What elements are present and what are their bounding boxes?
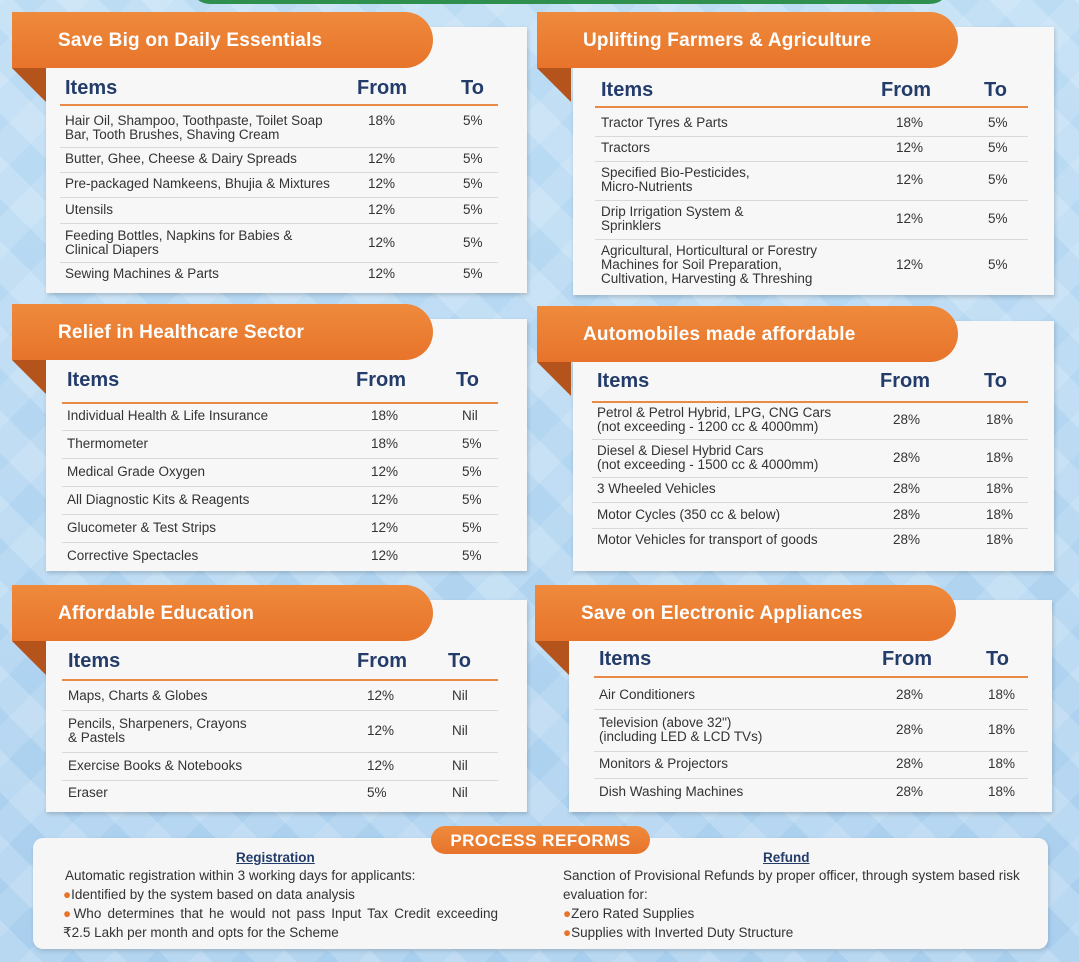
row-separator [595,136,1028,137]
table-row-to: 18% [986,481,1014,496]
table-row-to: 5% [463,266,483,281]
table-row-to: Nil [452,785,468,800]
column-header-from: From [357,650,407,672]
table-row-item: Eraser [68,785,108,800]
table-row-from: 18% [368,113,396,128]
row-separator [592,528,1028,529]
table-row-to: Nil [452,723,468,738]
table-row-to: 18% [988,687,1016,702]
table-row-to: 18% [988,756,1016,771]
table-row-from: 12% [367,723,395,738]
table-row-from: 28% [896,687,924,702]
refund-title: Refund [763,850,810,865]
row-separator [594,709,1028,710]
table-row-to: 5% [463,176,483,191]
row-separator [62,542,498,543]
registration-bullet-2: ●Who determines that he would not pass Input Tax Credit exceeding ₹2.5 Lakh per month and opts for the Scheme [63,906,498,940]
table-row-item: Monitors & Projectors [599,756,729,771]
table-row-to: 5% [462,436,482,451]
column-header-to: To [456,369,479,391]
table-row-from: 28% [893,532,921,547]
table-row-to: Nil [462,408,478,423]
table-row-item: Agricultural, Horticultural or Forestry Machines for Soil Preparation, Cultivation, Harvesting & Threshing [601,243,818,286]
table-row-from: 28% [893,412,921,427]
table-row-to: 5% [463,113,483,128]
column-header-items: Items [597,370,650,392]
table-row-item: Air Conditioners [599,687,696,702]
header-divider [594,676,1028,678]
row-separator [592,502,1028,503]
bullet-dot-icon: ● [63,887,72,902]
banner-fold [537,68,571,102]
table-row-item: Corrective Spectacles [67,548,199,563]
row-separator [62,710,498,711]
row-separator [62,458,498,459]
table-row-item: 3 Wheeled Vehicles [597,481,716,496]
refund-bullet-2: ●Supplies with Inverted Duty Structure [563,925,794,940]
top-green-bar [190,0,950,4]
row-separator [60,262,498,263]
table-row-to: 5% [463,151,483,166]
column-header-items: Items [601,79,654,101]
table-row-from: 12% [368,235,396,250]
table-row-from: 12% [367,688,395,703]
table-row-item: Feeding Bottles, Napkins for Babies & Clinical Diapers [65,228,293,257]
table-row-from: 28% [893,481,921,496]
table-row-to: 5% [988,115,1008,130]
table-row-to: 18% [986,532,1014,547]
column-header-to: To [984,79,1007,101]
table-row-item: Motor Vehicles for transport of goods [597,532,818,547]
table-row-item: All Diagnostic Kits & Reagents [67,492,250,507]
table-row-from: 18% [371,408,399,423]
table-row-item: Individual Health & Life Insurance [67,408,269,423]
table-row-item: Pencils, Sharpeners, Crayons & Pastels [68,716,247,745]
table-row-from: 12% [367,758,395,773]
table-row-to: Nil [452,758,468,773]
bullet-dot-icon: ● [563,925,572,940]
table-row-from: 12% [368,176,396,191]
column-header-to: To [448,650,471,672]
column-header-to: To [986,648,1009,670]
table-row-to: 5% [462,520,482,535]
table-row-from: 28% [893,507,921,522]
table-row-from: 28% [893,450,921,465]
bullet-dot-icon: ● [63,906,74,921]
row-separator [595,200,1028,201]
table-row-item: Tractor Tyres & Parts [601,115,728,130]
table-row-item: Medical Grade Oxygen [67,464,206,479]
row-separator [60,172,498,173]
row-separator [62,430,498,431]
table-row-from: 12% [368,202,396,217]
table-row-item: Utensils [65,202,114,217]
banner-fold [535,641,569,675]
header-divider [60,104,498,106]
table-row-from: 28% [896,756,924,771]
table-row-item: Pre-packaged Namkeens, Bhujia & Mixtures [65,176,330,191]
column-header-to: To [461,77,484,99]
registration-title: Registration [236,850,315,865]
column-header-items: Items [68,650,121,672]
row-separator [62,514,498,515]
section-title: Save on Electronic Appliances [535,585,956,641]
table-row-item: Television (above 32") (including LED & LCD TVs) [599,715,763,744]
column-header-from: From [357,77,407,99]
table-row-from: 12% [371,548,399,563]
row-separator [62,486,498,487]
row-separator [60,147,498,148]
row-separator [594,751,1028,752]
table-row-item: Tractors [601,140,651,155]
process-reforms-title: PROCESS REFORMS [431,826,650,854]
table-row-from: 28% [896,722,924,737]
table-row-from: 12% [368,266,396,281]
header-divider [595,106,1028,108]
table-row-to: 5% [988,172,1008,187]
column-header-items: Items [599,648,652,670]
table-row-item: Maps, Charts & Globes [68,688,208,703]
table-row-from: 12% [896,257,924,272]
table-row-item: Butter, Ghee, Cheese & Dairy Spreads [65,151,297,166]
table-row-item: Glucometer & Test Strips [67,520,217,535]
column-header-items: Items [67,369,120,391]
table-row-to: 18% [986,412,1014,427]
header-divider [62,402,498,404]
table-row-to: 5% [988,211,1008,226]
table-row-to: 5% [988,140,1008,155]
banner-fold [12,641,46,675]
row-separator [592,477,1028,478]
table-row-from: 12% [896,211,924,226]
table-row-item: Dish Washing Machines [599,784,744,799]
table-row-to: 5% [988,257,1008,272]
table-row-item: Motor Cycles (350 cc & below) [597,507,781,522]
table-row-from: 12% [371,464,399,479]
banner-fold [537,362,571,396]
registration-intro: Automatic registration within 3 working days for applicants: [65,868,416,883]
table-row-from: 18% [896,115,924,130]
table-row-item: Petrol & Petrol Hybrid, LPG, CNG Cars (not exceeding - 1200 cc & 4000mm) [597,405,832,434]
row-separator [60,197,498,198]
column-header-from: From [356,369,406,391]
bullet-dot-icon: ● [563,906,572,921]
table-row-from: 18% [371,436,399,451]
row-separator [594,778,1028,779]
table-row-item: Sewing Machines & Parts [65,266,219,281]
table-row-to: 5% [463,235,483,250]
table-row-to: 5% [462,492,482,507]
table-row-from: 12% [371,520,399,535]
section-title: Relief in Healthcare Sector [12,304,433,360]
row-separator [60,223,498,224]
row-separator [592,439,1028,440]
table-row-to: 18% [988,784,1016,799]
row-separator [595,239,1028,240]
column-header-items: Items [65,77,118,99]
column-header-from: From [880,370,930,392]
table-row-item: Specified Bio-Pesticides, Micro-Nutrients [601,165,750,194]
table-row-to: 18% [986,450,1014,465]
table-row-item: Hair Oil, Shampoo, Toothpaste, Toilet Soap Bar, Tooth Brushes, Shaving Cream [65,113,323,142]
table-row-item: Exercise Books & Notebooks [68,758,243,773]
row-separator [595,161,1028,162]
table-row-to: 5% [462,464,482,479]
table-row-from: 12% [371,492,399,507]
column-header-from: From [882,648,932,670]
table-row-from: 12% [896,172,924,187]
row-separator [62,752,498,753]
table-row-from: 12% [368,151,396,166]
table-row-item: Drip Irrigation System & Sprinklers [601,204,744,233]
table-row-item: Diesel & Diesel Hybrid Cars (not exceeding - 1500 cc & 4000mm) [597,443,819,472]
table-row-item: Thermometer [67,436,149,451]
column-header-to: To [984,370,1007,392]
column-header-from: From [881,79,931,101]
banner-fold [12,360,46,394]
table-row-to: 5% [463,202,483,217]
refund-intro: Sanction of Provisional Refunds by proper officer, through system based risk evaluation for: [563,868,1020,902]
refund-bullet-1: ●Zero Rated Supplies [563,906,695,921]
table-row-from: 5% [367,785,387,800]
table-row-from: 12% [896,140,924,155]
table-row-from: 28% [896,784,924,799]
table-row-to: 18% [988,722,1016,737]
registration-bullet-1: ●Identified by the system based on data analysis [63,887,355,902]
section-title: Automobiles made affordable [537,306,958,362]
table-row-to: 18% [986,507,1014,522]
table-row-to: 5% [462,548,482,563]
header-divider [62,679,498,681]
banner-fold [12,68,46,102]
header-divider [592,401,1028,403]
section-title: Affordable Education [12,585,433,641]
section-title: Save Big on Daily Essentials [12,12,433,68]
table-row-to: Nil [452,688,468,703]
section-title: Uplifting Farmers & Agriculture [537,12,958,68]
row-separator [62,780,498,781]
